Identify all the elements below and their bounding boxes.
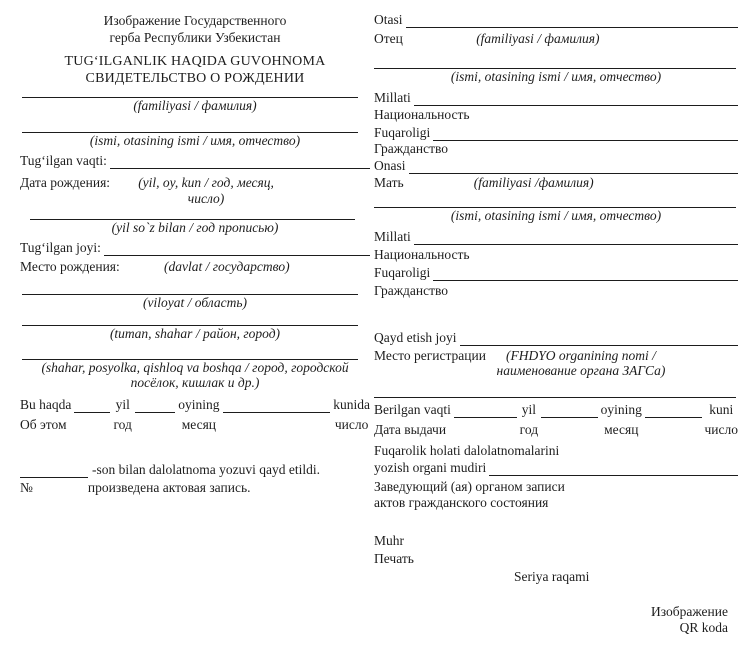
act-record-text-ru: произведена актовая запись. <box>87 480 251 495</box>
registration-caption-line-1: (FHDYO organining nomi / <box>506 348 656 363</box>
birth-place-caption-row <box>20 259 370 275</box>
mother-citizenship-label-uz: Fuqaroligi <box>374 265 431 280</box>
qr-note-line-1: Изображение <box>651 604 728 619</box>
father-label-uz: Otasi <box>374 12 403 27</box>
act-record-row <box>20 462 370 478</box>
issue-word-uz-4: kuni <box>709 402 734 417</box>
issue-word-ru-3: месяц <box>604 422 639 437</box>
issue-word-ru-2: год <box>519 422 539 437</box>
issue-word-uz-3: oyining <box>600 402 642 417</box>
father-citizenship-label-uz: Fuqaroligi <box>374 125 431 140</box>
birth-date-label-uz: Tug‘ilgan vaqti: <box>20 153 107 168</box>
mother-nationality-label-uz: Millati <box>374 229 411 244</box>
emblem-note <box>20 12 370 46</box>
mother-name-caption: (ismi, otasining ismi / имя, отчество) <box>450 208 662 223</box>
birth-place-row <box>20 240 370 256</box>
record-year-field-line <box>74 412 110 413</box>
issue-word-ru-4: число <box>704 422 738 437</box>
mother-nationality-field-line <box>414 229 738 245</box>
series-number-label: Seriya raqami <box>514 569 590 584</box>
registrar-signature-row <box>374 460 738 476</box>
registration-caption <box>496 348 666 378</box>
issue-day-field-line <box>645 417 702 418</box>
birth-date-caption: (yil, oy, kun / год, месяц, число) <box>138 175 274 206</box>
registration-label-uz: Qayd etish joyi <box>374 330 457 345</box>
record-word-uz-1: Bu haqda <box>20 397 72 412</box>
mother-label-uz: Onasi <box>374 158 406 173</box>
mother-surname-field-line <box>409 158 739 174</box>
registration-caption-row <box>374 348 738 378</box>
mother-citizenship-field-line <box>433 265 738 281</box>
registration-place-row <box>374 330 738 346</box>
record-month-field-line <box>135 412 175 413</box>
record-word-uz-3: oyining <box>178 397 220 412</box>
father-surname-caption: (familiyasi / фамилия) <box>476 31 600 46</box>
region-caption: (viloyat / область) <box>143 295 247 310</box>
issue-word-uz-2: yil <box>521 402 537 417</box>
registrar-label-uz-line-1: Fuqarolik holati dalolatnomalarini <box>374 443 560 458</box>
father-nationality-field-line <box>414 90 738 106</box>
emblem-note-line-2: герба Республики Узбекистан <box>109 30 281 45</box>
mother-nationality-label-ru: Национальность <box>374 247 470 262</box>
record-word-ru-3: месяц <box>181 417 217 432</box>
mother-citizenship-label-ru: Гражданство <box>374 283 449 298</box>
record-date-grid <box>20 397 370 433</box>
act-record-ru-row <box>20 480 370 496</box>
registration-extra-field-line <box>374 397 736 398</box>
registration-caption-line-2: наименование органа ЗАГСа) <box>496 363 666 378</box>
mother-surname-caption-row <box>374 175 738 191</box>
seal-label-ru: Печать <box>374 551 414 566</box>
document-title-uz: TUG‘ILGANLIK HAQIDA GUVOHNOMA <box>64 54 326 69</box>
district-caption: (tuman, shahar / район, город) <box>109 326 281 341</box>
settlement-caption-line-1: (shahar, posyolka, qishloq va boshqa / город, городской <box>41 360 349 375</box>
birth-date-label-ru: Дата рождения: <box>20 175 111 190</box>
document-title-ru: СВИДЕТЕЛЬСТВО О РОЖДЕНИИ <box>85 71 305 86</box>
mother-label-ru: Мать <box>374 175 404 190</box>
birth-place-field-line <box>104 240 370 256</box>
father-citizenship-field-line <box>433 125 738 141</box>
father-nationality-label-uz: Millati <box>374 90 411 105</box>
issue-word-ru-1: Дата выдачи <box>374 422 447 437</box>
registrar-label-ru-line-1: Заведующий (ая) органом записи <box>374 479 565 494</box>
settlement-caption <box>20 360 370 390</box>
qr-note-line-2: QR koda <box>679 620 728 635</box>
right-column <box>374 12 738 636</box>
child-name-caption: (ismi, otasining ismi / имя, отчество) <box>89 133 301 148</box>
record-word-ru-4: число <box>334 417 369 432</box>
registrar-signature-field-line <box>489 460 738 476</box>
birth-place-label-ru: Место рождения: <box>20 259 120 274</box>
record-word-uz-4: kunida <box>333 397 370 412</box>
registration-place-field-line <box>460 330 739 346</box>
birth-place-label-uz: Tug‘ilgan joyi: <box>20 240 101 255</box>
issue-year-field-line <box>454 417 517 418</box>
mother-nationality-row <box>374 229 738 245</box>
act-record-text-uz: -son bilan dalolatnoma yozuvi qayd etildi. <box>92 462 320 477</box>
father-citizenship-row <box>374 125 738 141</box>
registration-label-ru: Место регистрации <box>374 348 486 363</box>
father-surname-row <box>374 12 738 28</box>
record-word-ru-1: Об этом <box>20 417 67 432</box>
document-title <box>20 53 370 87</box>
father-label-ru: Отец <box>374 31 403 46</box>
birth-date-row <box>20 153 370 169</box>
country-caption: (davlat / государство) <box>163 259 290 274</box>
father-surname-field-line <box>406 12 739 28</box>
father-name-caption: (ismi, otasining ismi / имя, отчество) <box>450 69 662 84</box>
act-number-field-line <box>20 462 88 478</box>
mother-citizenship-row <box>374 265 738 281</box>
issue-month-field-line <box>541 417 598 418</box>
father-citizenship-label-ru: Гражданство <box>374 141 449 156</box>
birth-date-caption-row <box>20 175 370 207</box>
left-column <box>20 12 370 496</box>
record-word-uz-2: yil <box>115 397 130 412</box>
record-word-ru-2: год <box>113 417 132 432</box>
mother-surname-caption: (familiyasi /фамилия) <box>473 175 594 190</box>
issue-date-grid <box>374 402 738 438</box>
act-number-sign: № <box>20 480 33 495</box>
father-nationality-label-ru: Национальность <box>374 107 470 122</box>
seal-label-uz: Muhr <box>374 533 404 548</box>
mother-surname-row <box>374 158 738 174</box>
father-nationality-row <box>374 90 738 106</box>
registrar-label-uz-line-2: yozish organi mudiri <box>374 460 487 475</box>
record-day-field-line <box>223 412 331 413</box>
child-surname-caption: (familiyasi / фамилия) <box>133 98 257 113</box>
father-surname-caption-row <box>374 31 738 47</box>
registrar-label-ru-line-2: актов гражданского состояния <box>374 495 549 510</box>
emblem-note-line-1: Изображение Государственного <box>103 13 287 28</box>
issue-word-uz-1: Berilgan vaqti <box>374 402 451 417</box>
year-words-caption: (yil so`z bilan / год прописью) <box>111 220 279 235</box>
settlement-caption-line-2: посёлок, кишлак и др.) <box>130 375 260 390</box>
birth-date-field-line <box>110 153 370 169</box>
